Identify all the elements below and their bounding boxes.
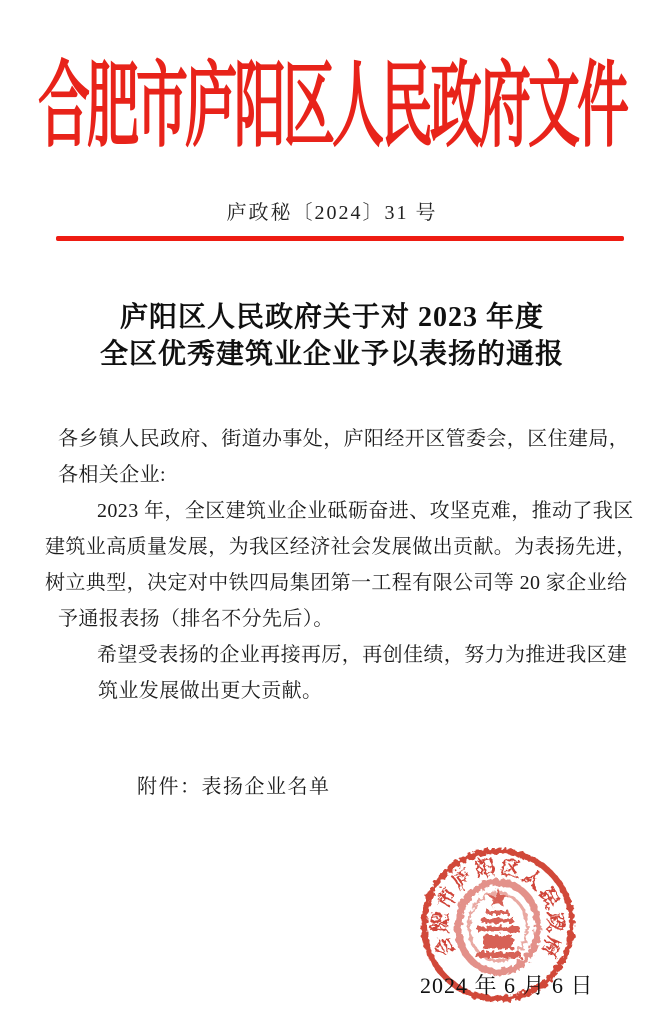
- seal-character: 府: [536, 932, 565, 960]
- document-title-line-1: 庐阳区人民政府关于对 2023 年度: [119, 302, 544, 333]
- body-line: 筑业发展做出更大贡献。: [98, 680, 323, 702]
- body-line: 希望受表扬的企业再接再厉，再创佳绩，努力为推进我区建: [97, 644, 628, 666]
- red-separator-rule: [56, 236, 624, 241]
- body-line: 建筑业高质量发展，为我区经济社会发展做出贡献。为表扬先进，: [45, 536, 637, 558]
- seal-character: 市: [433, 884, 462, 913]
- seal-character: 政: [543, 911, 567, 933]
- body-line: 2023 年，全区建筑业企业砥砺奋进、攻坚克难，推动了我区: [97, 500, 634, 522]
- body-line: 予通报表扬（排名不分先后）。: [58, 608, 334, 630]
- red-letterhead-title: 合肥市庐阳区人民政府文件: [37, 57, 626, 160]
- seal-character: 区: [498, 856, 523, 883]
- document-body: [45, 421, 637, 709]
- document-title: [0, 299, 664, 373]
- seal-character: 合: [431, 932, 460, 960]
- attachment-note: 附件：表扬企业名单: [137, 776, 331, 798]
- seal-character: 阳: [473, 856, 498, 883]
- seal-character: 肥: [429, 911, 453, 933]
- body-line: 树立典型，决定对中铁四局集团第一工程有限公司等 20 家企业给: [45, 572, 628, 594]
- seal-character: 民: [534, 884, 563, 913]
- document-date: 2024 年 6 月 6 日: [420, 973, 594, 998]
- national-emblem-icon: [458, 882, 538, 972]
- document-reference-number: 庐政秘〔2024〕31 号: [226, 202, 438, 224]
- seal-character: 庐: [448, 864, 479, 895]
- body-line: 各相关企业:: [58, 464, 166, 486]
- document-title-line-2: 全区优秀建筑业企业予以表扬的通报: [99, 339, 564, 370]
- seal-character: 人: [517, 864, 548, 895]
- body-line: 各乡镇人民政府、街道办事处，庐阳经开区管委会，区住建局，: [58, 428, 630, 450]
